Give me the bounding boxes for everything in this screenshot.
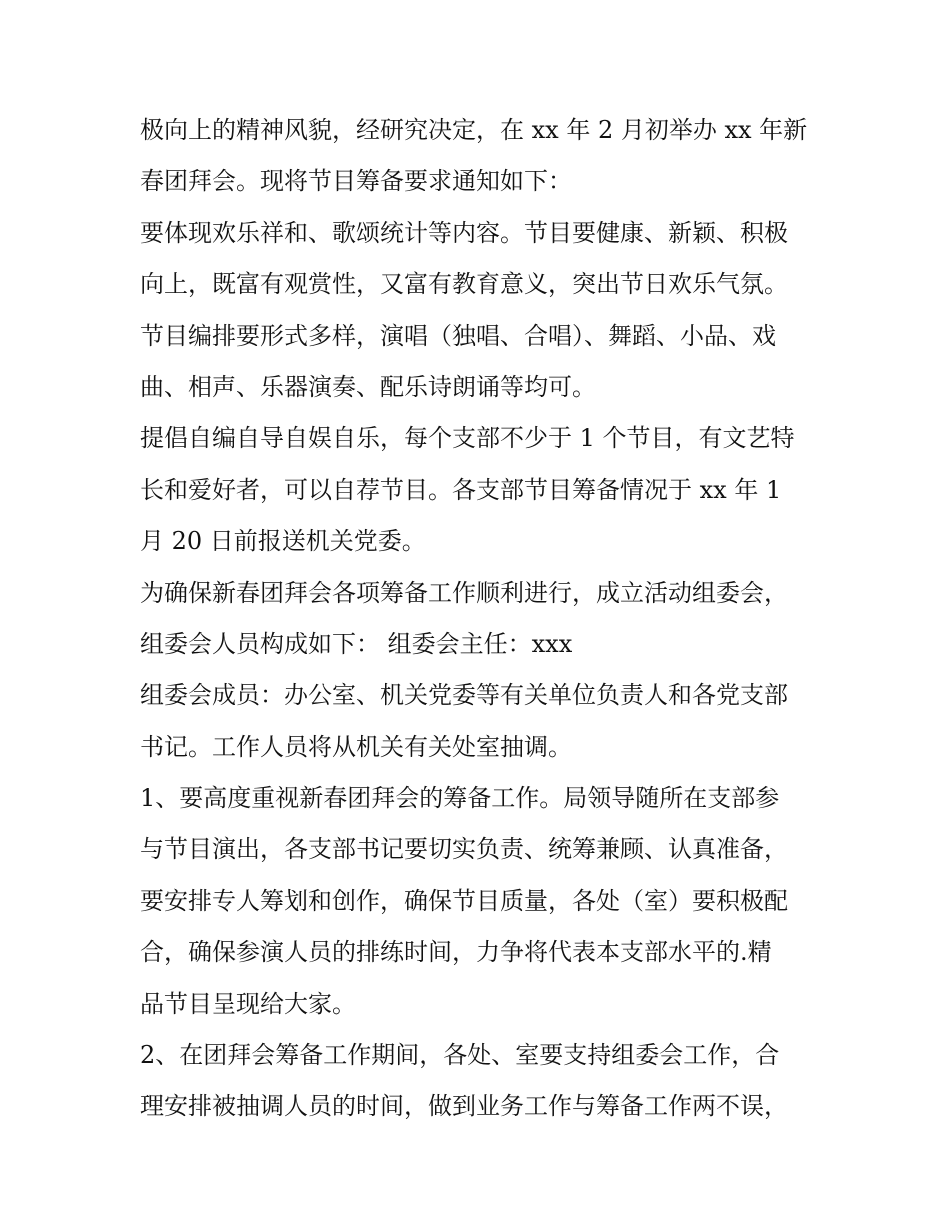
text-line: 要安排专人筹划和创作，确保节目质量，各处（室）要积极配 [140, 886, 788, 915]
text-line: 提倡自编自导自娱自乐，每个支部不少于 1 个节目，有文艺特 [140, 424, 795, 453]
text-line: 合，确保参演人员的排练时间，力争将代表本支部水平的.精 [140, 938, 772, 967]
text-line: 春团拜会。现将节目筹备要求通知如下： [140, 167, 572, 196]
text-line: 要体现欢乐祥和、歌颂统计等内容。节目要健康、新颖、积极 [140, 218, 788, 247]
text-line: 书记。工作人员将从机关有关处室抽调。 [140, 732, 572, 761]
text-line: 组委会人员构成如下： 组委会主任：xxx [140, 629, 573, 658]
body-text [140, 105, 820, 1133]
text-line: 极向上的精神风貌，经研究决定，在 xx 年 2 月初举办 xx 年新 [140, 116, 808, 144]
text-line: 月 20 日前报送机关党委。 [140, 527, 426, 556]
text-line: 组委会成员：办公室、机关党委等有关单位负责人和各党支部 [140, 681, 788, 710]
text-line: 理安排被抽调人员的时间，做到业务工作与筹备工作两不误， [140, 1092, 788, 1121]
text-line: 2、在团拜会筹备工作期间，各处、室要支持组委会工作，合 [140, 1041, 780, 1070]
text-line: 曲、相声、乐器演奏、配乐诗朗诵等均可。 [140, 372, 596, 401]
text-line: 品节目呈现给大家。 [140, 989, 356, 1018]
text-line: 节目编排要形式多样，演唱（独唱、合唱）、舞蹈、小品、戏 [140, 321, 776, 350]
text-line: 长和爱好者，可以自荐节目。各支部节目筹备情况于 xx 年 1 [140, 475, 782, 504]
text-line: 向上，既富有观赏性，又富有教育意义，突出节日欢乐气氛。 [140, 270, 788, 299]
text-line: 与节目演出，各支部书记要切实负责、统筹兼顾、认真准备， [140, 835, 788, 864]
text-line: 1、要高度重视新春团拜会的筹备工作。局领导随所在支部参 [140, 784, 780, 813]
text-line: 为确保新春团拜会各项筹备工作顺利进行，成立活动组委会， [140, 578, 788, 607]
